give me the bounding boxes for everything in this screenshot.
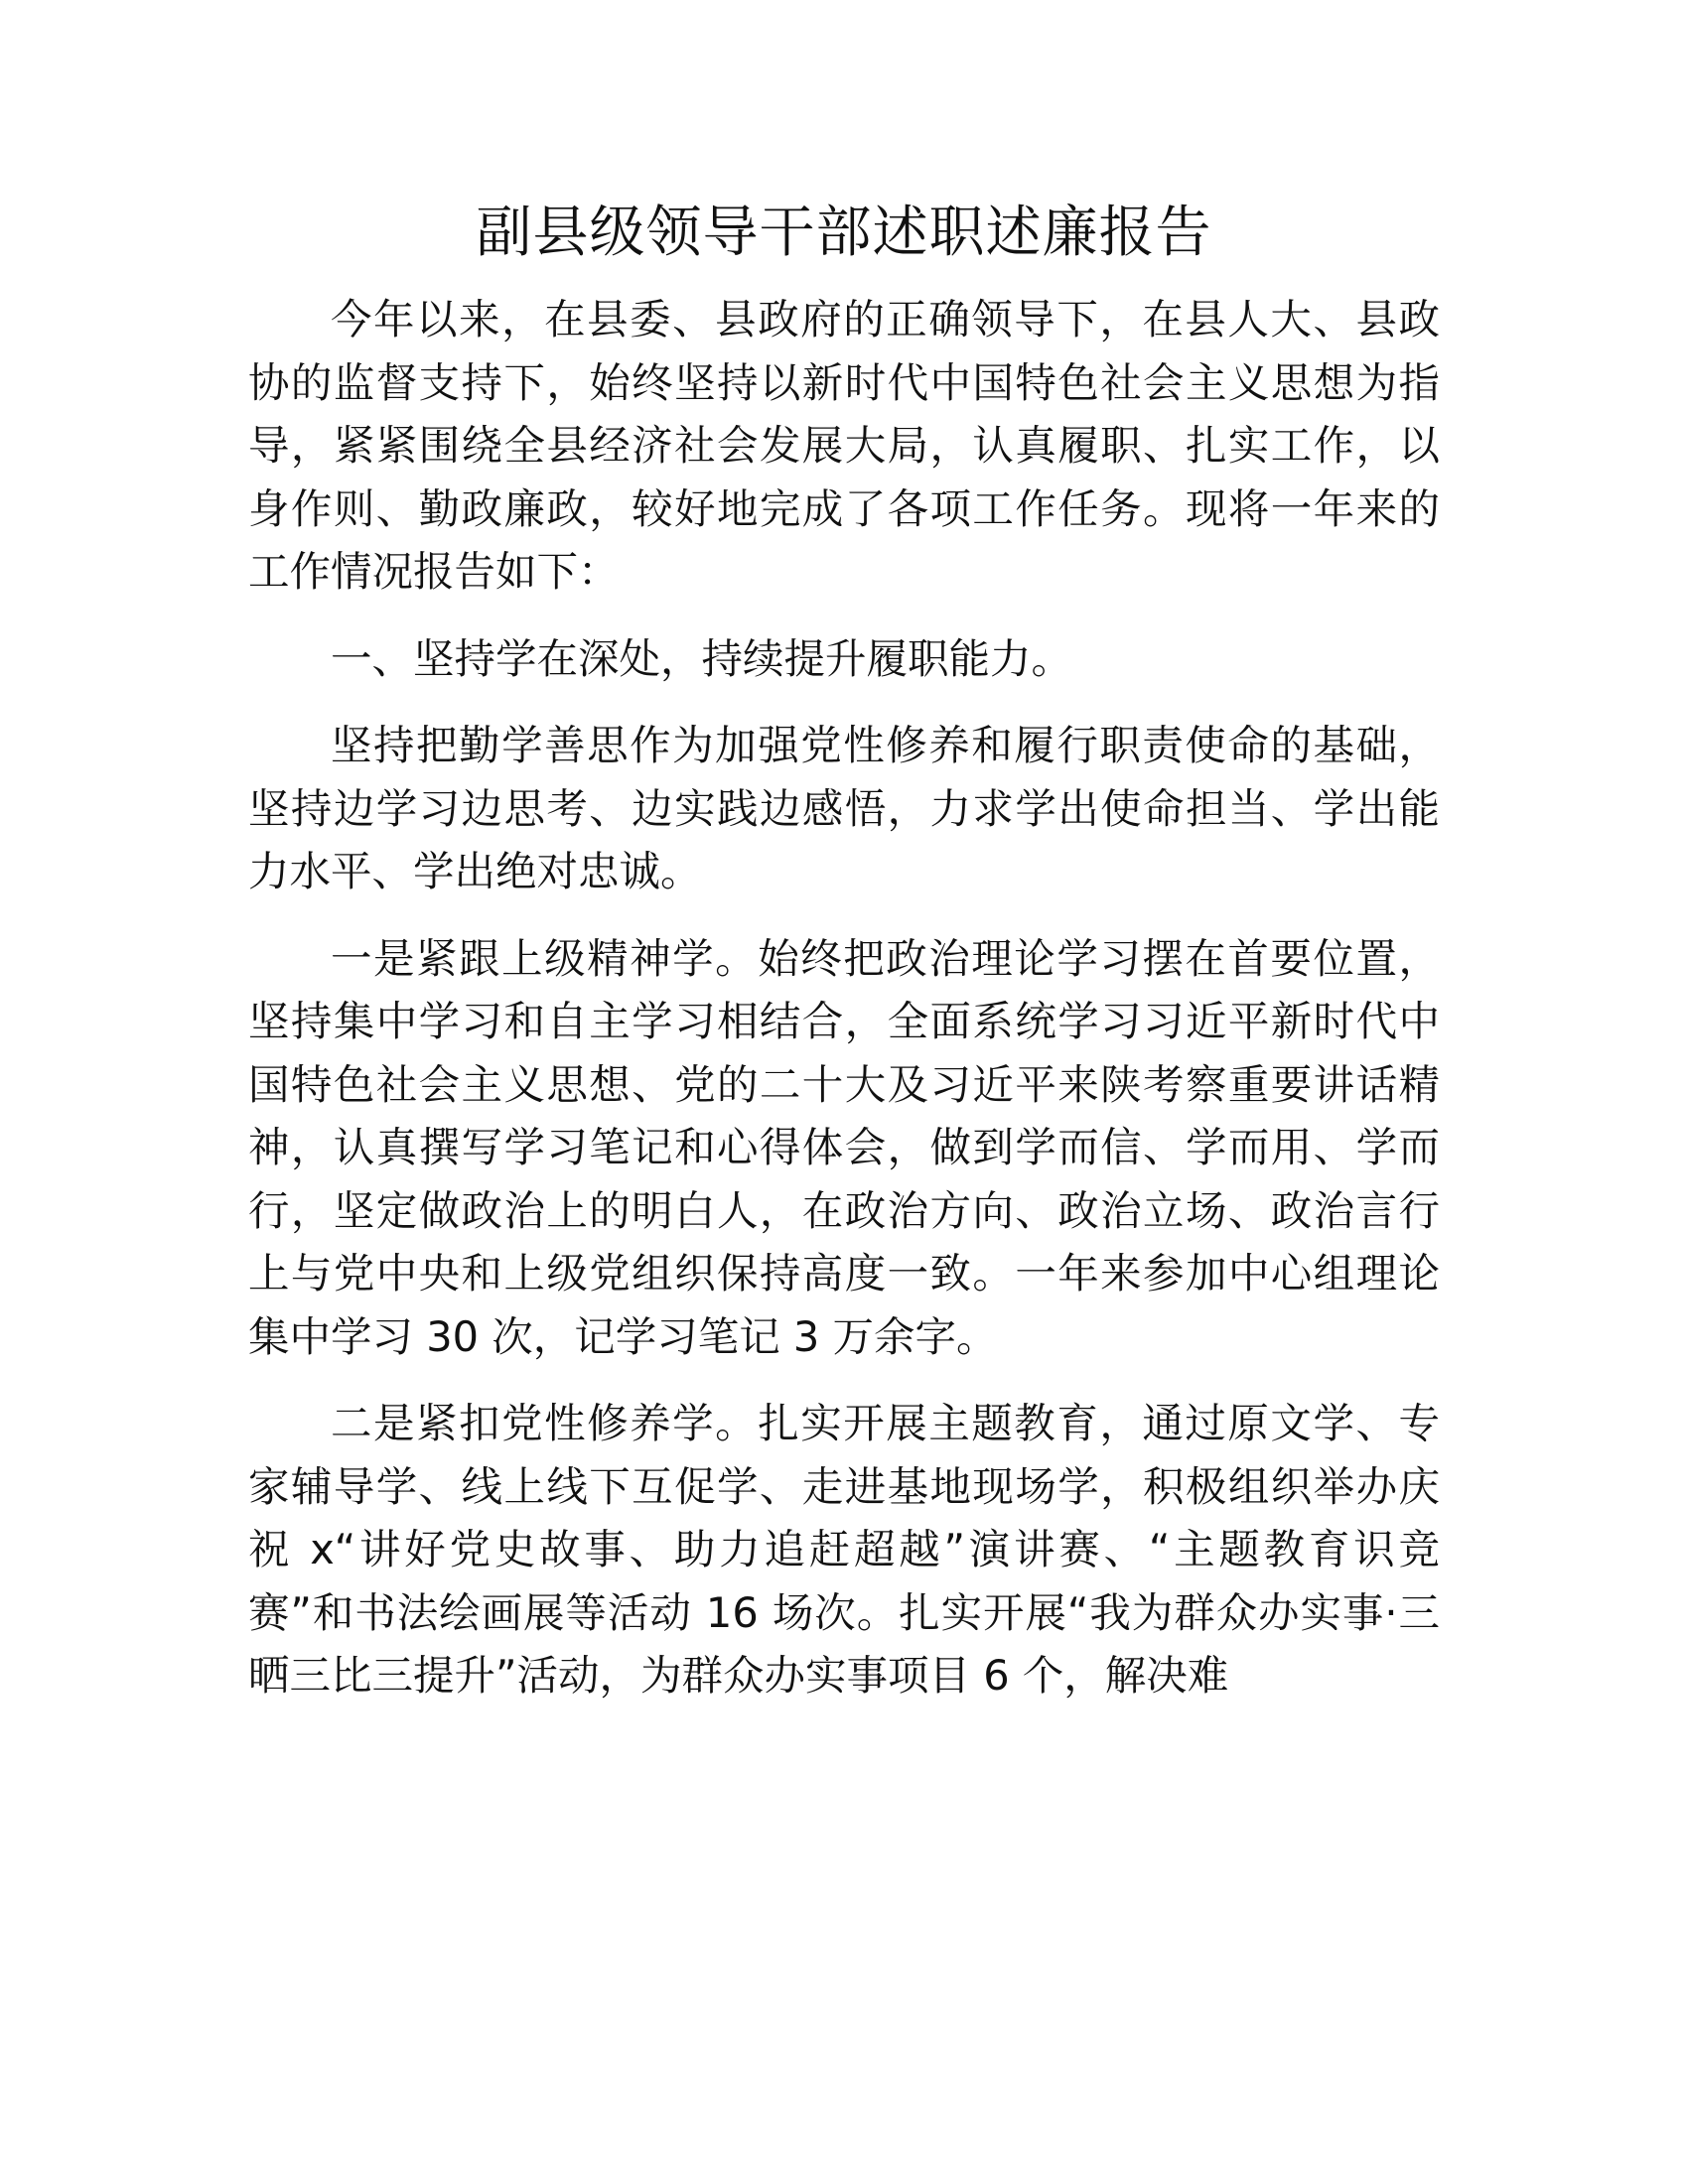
intro-paragraph: 今年以来，在县委、县政府的正确领导下，在县人大、县政协的监督支持下，始终坚持以新时代中国特色社会主义思想为指导，紧紧围绕全县经济社会发展大局，认真履职、扎实工作，以身作则、勤政廉政，较好地完成了各项工作任务。现将一年来的工作情况报告如下： xyxy=(248,295,1440,596)
study-paragraph-2: 二是紧扣党性修养学。扎实开展主题教育，通过原文学、专家辅导学、线上线下互促学、走进基地现场学，积极组织举办庆祝 x“讲好党史故事、助力追赶超越”演讲赛、“主题教育识竞赛”和书法绘画展等活动 16 场次。扎实开展“我为群众办实事·三晒三比三提升”活动，为群众办实事项目 6 个，解决难 xyxy=(248,1399,1440,1700)
document-page xyxy=(248,189,1440,1731)
section-1-summary-paragraph: 坚持把勤学善思作为加强党性修养和履行职责使命的基础，坚持边学习边思考、边实践边感悟，力求学出使命担当、学出能力水平、学出绝对忠诚。 xyxy=(248,721,1440,895)
section-heading-1: 一、坚持学在深处，持续提升履职能力。 xyxy=(331,633,1073,683)
study-paragraph-1: 一是紧跟上级精神学。始终把政治理论学习摆在首要位置，坚持集中学习和自主学习相结合，全面系统学习习近平新时代中国特色社会主义思想、党的二十大及习近平来陕考察重要讲话精神，认真撰写学习笔记和心得体会，做到学而信、学而用、学而行，坚定做政治上的明白人，在政治方向、政治立场、政治言行上与党中央和上级党组织保持高度一致。一年来参加中心组理论集中学习 30 次，记学习笔记 3 万余字。 xyxy=(248,933,1440,1361)
document-title: 副县级领导干部述职述廉报告 xyxy=(476,201,1212,265)
